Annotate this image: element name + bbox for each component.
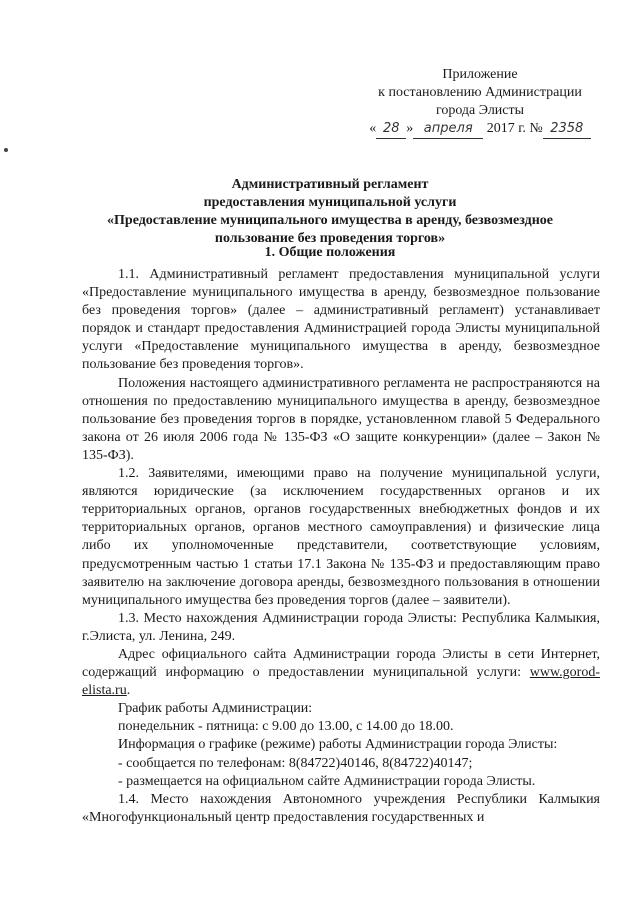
- date-year: 2017 г. №: [486, 121, 543, 136]
- annex-block: [330, 66, 630, 139]
- title-line2: предоставления муниципальной услуги: [203, 195, 457, 210]
- date-open-quote: «: [369, 121, 377, 136]
- paragraph-site: Адрес официального сайта Администрации города Элисты в сети Интернет, содержащий информацию о предоставлении муниципальной услуги: www.gorod-elista.ru.: [82, 646, 600, 699]
- paragraph: понедельник - пятница: с 9.00 до 13.00, с 14.00 до 18.00.: [118, 719, 454, 735]
- document-title: [60, 176, 600, 248]
- title-line3: «Предоставление муниципального имущества в аренду, безвозмездное: [107, 213, 553, 228]
- handwritten-day: 28: [376, 120, 406, 139]
- annex-line1: Приложение: [442, 67, 518, 82]
- paragraph: - сообщается по телефонам: 8(84722)40146, 8(84722)40147;: [118, 755, 473, 771]
- paragraph: График работы Администрации:: [118, 701, 313, 717]
- paragraph: 1.4. Место нахождения Автономного учреждения Республики Калмыкия «Многофункциональный центр предоставления государственных и: [82, 791, 600, 825]
- section-heading: 1. Общие положения: [264, 245, 396, 260]
- paragraph: Положения настоящего административного регламента не распространяются на отношения по предоставлению муниципального имущества в аренду, безвозмездное пользование без проведения торгов в порядке, установленном главой 5 Федерального закона от 26 июля 2006 года № 135-ФЗ «О защите конкуренции» (далее – Закон № 135-ФЗ).: [82, 375, 600, 463]
- scan-speck: [4, 148, 8, 152]
- paragraph: 1.2. Заявителями, имеющими право на получение муниципальной услуги, являются юридические (за исключением государственных органов и их территориальных органов, органов государственных внебюджетных фондов и их территориальных органов, органов местного самоуправления) и физические лица либо их уполномоченные представители, соответствующие условиям, предусмотренным частью 1 статьи 17.1 Закона № 135-ФЗ и предоставляющим право заявителю на заключение договора аренды, безвозмездного пользования в отношении муниципального имущества без проведения торгов (далее – заявители).: [82, 466, 600, 608]
- title-line4: пользование без проведения торгов»: [214, 231, 446, 246]
- paragraph: 1.1. Административный регламент предоставления муниципальной услуги «Предоставление муниципального имущества в аренду, безвозмездное пользование без проведения торгов» (далее – административный регламент) устанавливает порядок и стандарт предоставления Администрацией города Элисты муниципальной услуги «Предоставление муниципального имущества в аренду, безвозмездное пользование без проведения торгов».: [82, 267, 600, 373]
- paragraph: Информация о графике (режиме) работы Администрации города Элисты:: [118, 737, 558, 753]
- paragraph: - размещается на официальном сайте Администрации города Элисты.: [118, 773, 536, 789]
- paragraph: 1.3. Место нахождения Администрации города Элисты: Республика Калмыкия, г.Элиста, ул. Ленина, 249.: [82, 610, 600, 644]
- annex-date-line: [330, 120, 630, 139]
- title-line1: Административный регламент: [231, 177, 429, 192]
- handwritten-month: апреля: [413, 120, 483, 139]
- handwritten-number: 2358: [543, 120, 591, 139]
- date-close-quote: »: [406, 121, 414, 136]
- site-link[interactable]: www.gorod-elista.ru: [82, 665, 600, 699]
- annex-line2: к постановлению Администрации: [378, 85, 582, 100]
- document-body: [82, 266, 600, 827]
- annex-line3: города Элисты: [435, 103, 525, 118]
